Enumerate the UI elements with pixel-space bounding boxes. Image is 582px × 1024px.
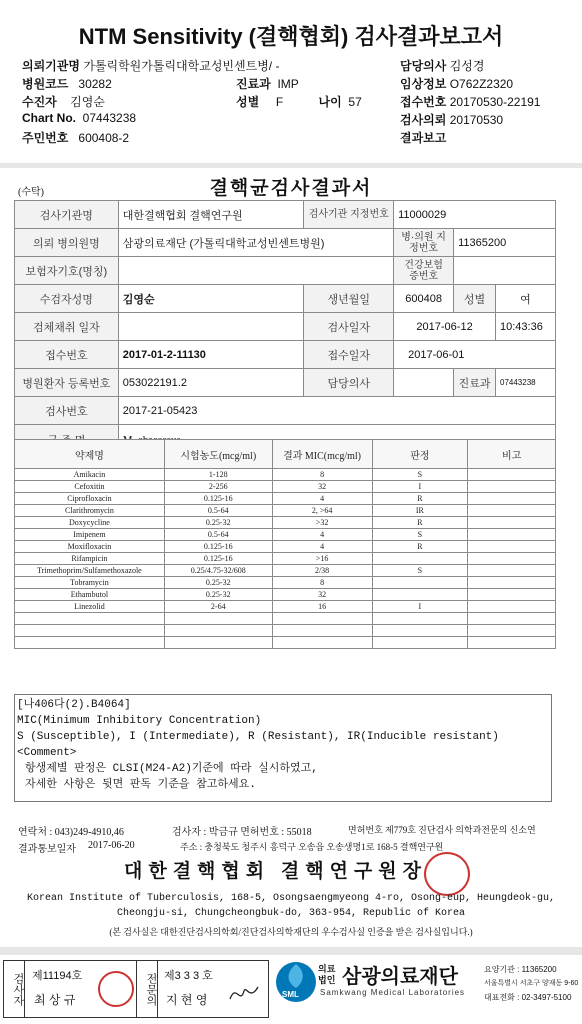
name-value: 김영순 <box>118 285 304 313</box>
hosp-value: 삼광의료재단 (가톨릭대학교성빈센트병원) <box>118 229 393 257</box>
collect-label: 검체채취 일자 <box>15 313 119 341</box>
exam-no: 제11194호 <box>32 970 83 982</box>
drug-mic: 2, >64 <box>272 505 372 517</box>
exam-seal-icon <box>98 971 134 1007</box>
doctor-value <box>394 369 454 397</box>
drug-judge <box>372 577 468 589</box>
drug-conc: 0.125-16 <box>164 541 272 553</box>
insured-label: 보험자기호(명칭) <box>15 257 119 285</box>
drug-mic <box>272 625 372 637</box>
drug-mic: 4 <box>272 493 372 505</box>
drug-remark <box>468 541 556 553</box>
drug-name: Cefoxitin <box>15 481 165 493</box>
health-value <box>454 257 556 285</box>
drug-name: Doxycycline <box>15 517 165 529</box>
drug-name: Moxifloxacin <box>15 541 165 553</box>
drug-name: Amikacin <box>15 469 165 481</box>
drug-mic: >32 <box>272 517 372 529</box>
drug-remark <box>468 637 556 649</box>
cert-note: (본 검사실은 대한진단검사의학회/진단검사의학재단의 우수검사실 인증을 받은 검사실입니다.) <box>109 927 473 937</box>
drug-row <box>15 577 556 589</box>
drug-remark <box>468 553 556 565</box>
test-time-value: 10:43:36 <box>496 313 556 341</box>
notes-box <box>14 694 552 802</box>
sml-logo-text: SML <box>282 990 299 999</box>
drug-table-header <box>15 440 556 469</box>
drug-mic <box>272 613 372 625</box>
institute-en-1: Korean Institute of Tuberculosis, 168-5, Osongsaengmyeong 4-ro, Osong-eup, Heungdeok-gu, <box>26 893 556 904</box>
drug-remark <box>468 589 556 601</box>
health-label: 건강보험 증번호 <box>394 257 454 285</box>
col-mic: 결과 MIC(mcg/ml) <box>272 440 372 469</box>
signature-box <box>3 960 269 1018</box>
document-title: NTM Sensitivity (결핵협회) 검사결과보고서 <box>78 24 504 49</box>
drug-conc: 0.5-64 <box>164 505 272 517</box>
exam-name: 최 상 규 <box>34 993 76 1007</box>
drug-mic: 8 <box>272 469 372 481</box>
name-label: 수검자성명 <box>15 285 119 313</box>
drug-row <box>15 613 556 625</box>
drug-name: Tobramycin <box>15 577 165 589</box>
drug-mic: >16 <box>272 553 372 565</box>
institute-name: 대한결핵협회 결핵연구원장 <box>124 861 427 882</box>
header-separator <box>0 163 582 168</box>
drug-row <box>15 493 556 505</box>
drug-remark <box>468 481 556 493</box>
drug-remark <box>468 469 556 481</box>
drug-row <box>15 505 556 517</box>
header-left: 의뢰기관명 가톨릭학원가톨릭대학교성빈센트병/ - 병원코드 30282 수진자 김영순 Chart No. 07443238 주민번호 600408-2 <box>22 59 280 145</box>
drug-judge: S <box>372 469 468 481</box>
org-value: 대한결핵협회 결핵연구원 <box>118 201 304 229</box>
hosp-code-label: 병·의원 지정번호 <box>394 229 454 257</box>
drug-mic: 16 <box>272 601 372 613</box>
drug-conc: 0.125-16 <box>164 493 272 505</box>
col-judge: 판정 <box>372 440 468 469</box>
sex-label: 성별 <box>454 285 496 313</box>
drug-mic: 2/38 <box>272 565 372 577</box>
footer-address: 주소 : 충청북도 청주시 흥덕구 오송읍 오송생명1로 168-5 결핵연구원 <box>180 842 444 852</box>
exam-label: 검사자 <box>4 961 25 1017</box>
drug-conc <box>164 613 272 625</box>
reg-label: 병원환자 등록번호 <box>15 369 119 397</box>
org-code-line: 요양기관 : 11365200 <box>484 965 557 974</box>
drug-row <box>15 541 556 553</box>
footer-separator <box>0 947 582 955</box>
header-right: 담당의사 김성경 임상정보 O762Z2320 접수번호 20170530-22191 검사의뢰 20170530 결과보고 <box>400 59 541 145</box>
drug-judge: I <box>372 601 468 613</box>
drug-conc: 0.25-32 <box>164 589 272 601</box>
collect-value <box>118 313 304 341</box>
hosp-label: 의뢰 병의원명 <box>15 229 119 257</box>
insured-value <box>118 257 393 285</box>
drug-conc: 0.5-64 <box>164 529 272 541</box>
drug-name: Imipenem <box>15 529 165 541</box>
drug-judge <box>372 553 468 565</box>
drug-table <box>14 439 556 649</box>
reg-value: 053022191.2 <box>118 369 304 397</box>
drug-judge: I <box>372 481 468 493</box>
doctor-label: 담당의사 <box>304 369 394 397</box>
dob-label: 생년월일 <box>304 285 394 313</box>
drug-conc: 0.25/4.75-32/608 <box>164 565 272 577</box>
drug-remark <box>468 505 556 517</box>
drug-row <box>15 517 556 529</box>
drug-row <box>15 481 556 493</box>
accept-date-value: 2017-06-01 <box>394 341 556 369</box>
drug-mic: 32 <box>272 589 372 601</box>
header-middle: 진료과 IMP 성별 F 나이 57 <box>236 77 362 109</box>
drug-judge <box>372 637 468 649</box>
drug-name: Ciprofloxacin <box>15 493 165 505</box>
drug-row <box>15 637 556 649</box>
spec-label: 전문의 <box>136 961 158 1017</box>
drug-mic: 4 <box>272 529 372 541</box>
org-addr-line: 서울특별시 서초구 양재동 9-60 <box>484 980 579 987</box>
drug-row <box>15 601 556 613</box>
drug-conc: 2-256 <box>164 481 272 493</box>
accept-no-label: 접수번호 <box>15 341 119 369</box>
drug-remark <box>468 625 556 637</box>
drug-name <box>15 625 165 637</box>
col-conc: 시험농도(mcg/ml) <box>164 440 272 469</box>
drug-row <box>15 589 556 601</box>
org-tel-line: 대표전화 : 02-3497-5100 <box>484 993 572 1002</box>
drug-name: Linezolid <box>15 601 165 613</box>
org-label: 검사기관명 <box>15 201 119 229</box>
clinic-value: 07443238 <box>496 369 556 397</box>
sex-value: 여 <box>496 285 556 313</box>
clinic-label: 진료과 <box>454 369 496 397</box>
test-no-label: 검사번호 <box>15 397 119 425</box>
notes-line-4: 항생제별 판정은 CLSI(M24-A2)기준에 따라 실시하였고, <box>25 763 318 775</box>
accept-date-label: 접수일자 <box>304 341 394 369</box>
consignment-tag: (수탁) <box>18 187 44 198</box>
drug-judge <box>372 613 468 625</box>
spec-no: 제3 3 3 호 <box>164 970 213 982</box>
drug-remark <box>468 493 556 505</box>
drug-name: Clarithromycin <box>15 505 165 517</box>
footer-notify-label: 결과통보일자 <box>18 844 76 855</box>
drug-judge: R <box>372 541 468 553</box>
drug-judge: IR <box>372 505 468 517</box>
test-no-value: 2017-21-05423 <box>118 397 555 425</box>
drug-row <box>15 529 556 541</box>
drug-judge <box>372 625 468 637</box>
drug-name: Rifampicin <box>15 553 165 565</box>
drug-conc: 2-64 <box>164 601 272 613</box>
drug-remark <box>468 577 556 589</box>
org-code-label: 검사기관 지정번호 <box>304 201 394 229</box>
drug-judge: S <box>372 565 468 577</box>
drug-conc <box>164 625 272 637</box>
drug-judge: R <box>372 517 468 529</box>
footer-examiner: 검사자 : 박금규 면허번호 : 55018 <box>172 827 312 838</box>
institute-en-2: Cheongju-si, Chungcheongbuk-do, 363-954, Republic of Korea <box>116 908 466 919</box>
drug-name <box>15 637 165 649</box>
footer-license: 면허번호 제779호 진단검사 의학과전문의 신소연 <box>348 825 536 835</box>
col-drug: 약제명 <box>15 440 165 469</box>
notes-line-3: <Comment> <box>17 747 77 759</box>
notes-line-5: 자세한 사항은 뒷면 판독 기준을 참고하세요. <box>25 779 256 791</box>
drug-name: Ethambutol <box>15 589 165 601</box>
drug-conc: 0.25-32 <box>164 577 272 589</box>
notes-line-1: MIC(Minimum Inhibitory Concentration) <box>17 715 262 727</box>
patient-info-table <box>14 200 556 456</box>
hosp-code-value: 11365200 <box>454 229 556 257</box>
spec-signature-icon <box>226 979 262 1007</box>
drug-name: Trimethoprim/Sulfamethoxazole <box>15 565 165 577</box>
org-code-value: 11000029 <box>394 201 556 229</box>
drug-remark <box>468 529 556 541</box>
drug-row <box>15 469 556 481</box>
drug-name <box>15 613 165 625</box>
drug-row <box>15 625 556 637</box>
drug-conc: 0.25-32 <box>164 517 272 529</box>
drug-mic <box>272 637 372 649</box>
drug-remark <box>468 517 556 529</box>
notes-code: [나406다(2).B4064] <box>17 699 131 711</box>
drug-mic: 8 <box>272 577 372 589</box>
dob-value: 600408 <box>394 285 454 313</box>
accept-no-value: 2017-01-2-11130 <box>118 341 304 369</box>
org-en: Samkwang Medical Laboratories <box>320 988 466 997</box>
footer-contact: 연락처 : 043)249-4910,46 <box>18 827 124 838</box>
drug-judge: S <box>372 529 468 541</box>
report-heading: 결핵균검사결과서 <box>209 178 373 199</box>
drug-conc <box>164 637 272 649</box>
drug-row <box>15 553 556 565</box>
drug-remark <box>468 613 556 625</box>
drug-conc: 0.125-16 <box>164 553 272 565</box>
drug-judge <box>372 589 468 601</box>
drug-row <box>15 565 556 577</box>
drug-mic: 4 <box>272 541 372 553</box>
notes-line-2: S (Susceptible), I (Intermediate), R (Resistant), IR(Inducible resistant) <box>17 731 499 743</box>
footer-notify-date: 2017-06-20 <box>88 840 135 851</box>
org-name: 삼광의료재단 <box>342 966 458 988</box>
drug-conc: 1-128 <box>164 469 272 481</box>
drug-remark <box>468 601 556 613</box>
test-date-label: 검사일자 <box>304 313 394 341</box>
spec-name: 지 현 영 <box>166 993 208 1007</box>
drug-remark <box>468 565 556 577</box>
drug-judge: R <box>372 493 468 505</box>
org-type: 의료법인 <box>318 964 336 985</box>
test-date-value: 2017-06-12 <box>394 313 496 341</box>
institute-seal-icon <box>424 852 470 896</box>
drug-mic: 32 <box>272 481 372 493</box>
col-remark: 비고 <box>468 440 556 469</box>
